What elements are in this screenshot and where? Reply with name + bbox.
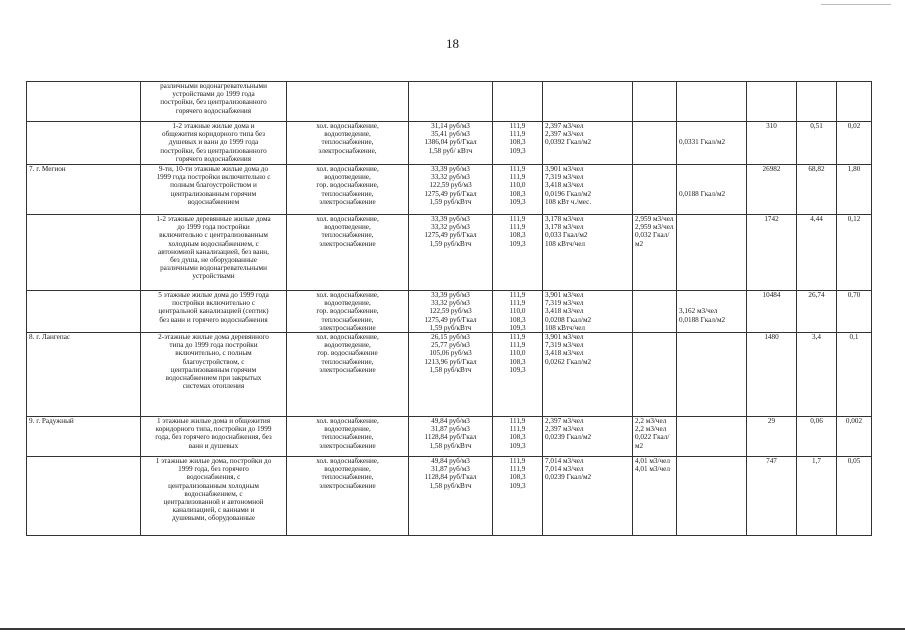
housing-description-cell: 1-2 этажные жилые дома и общежития коридорного типа без душевых и ванн до 1999 года постройки, без централизованного горячего водоснабжения: [141, 122, 287, 165]
tariffs-cell: [409, 82, 493, 122]
services-cell: хол. водоснабжение, водоотведение, теплоснабжение, электроснабжение,: [287, 122, 409, 165]
value-cell: [797, 82, 837, 122]
norms-heat-cell: 3,162 м3/чел 0,0188 Гкал/м2: [677, 291, 747, 333]
indices-cell: [493, 82, 543, 122]
share-cell: 0,1: [837, 333, 872, 417]
indices-cell: 111,9 111,9 108,3 109,3: [493, 215, 543, 291]
table-row: [27, 333, 872, 417]
housing-description-cell: различными водонагревательными устройствами до 1999 года постройки, без централизованного горячего водоснабжения: [141, 82, 287, 122]
norms-cell: 3,178 м3/чел 3,178 м3/чел 0,033 Гкал/м2 108 кВтч/чел: [543, 215, 633, 291]
value-cell: 0,06: [797, 417, 837, 457]
share-cell: 0,02: [837, 122, 872, 165]
indices-cell: 111,9 111,9 108,3 109,3: [493, 417, 543, 457]
services-cell: хол. водоснабжение, водоотведение, теплоснабжение, электроснабжение: [287, 417, 409, 457]
housing-description-cell: 2-этажные жилые дома деревянного типа до 1999 года постройки включительно, с полным благоустройством, с централизованным горячим водоснабжением при закрытых системах отопления: [141, 333, 287, 417]
count-cell: 310: [747, 122, 797, 165]
norms-cell: 3,901 м3/чел 7,319 м3/чел 3,418 м3/чел 0,0262 Гкал/м2: [543, 333, 633, 417]
city-cell: [27, 291, 141, 333]
value-cell: 68,82: [797, 165, 837, 215]
norms-cell: 2,397 м3/чел 2,397 м3/чел 0,0392 Гкал/м2: [543, 122, 633, 165]
table-row: [27, 122, 872, 165]
count-cell: 747: [747, 457, 797, 536]
norms-alt-cell: 4,01 м3/чел 4,01 м3/чел: [633, 457, 677, 536]
tariffs-cell: 33,39 руб/м3 33,32 руб/м3 1275,49 руб/Гкал 1,59 руб/кВтч: [409, 215, 493, 291]
norms-cell: [543, 82, 633, 122]
value-cell: 4,44: [797, 215, 837, 291]
norms-heat-cell: [677, 457, 747, 536]
share-cell: 1,80: [837, 165, 872, 215]
norms-alt-cell: [633, 165, 677, 215]
indices-cell: 111,9 111,9 110,0 108,3 109,3: [493, 165, 543, 215]
norms-alt-cell: [633, 82, 677, 122]
scan-edge-mark: [821, 4, 891, 5]
count-cell: 1742: [747, 215, 797, 291]
city-cell: [27, 457, 141, 536]
tariffs-cell: 33,39 руб/м3 33,32 руб/м3 122,59 руб/м3 1275,49 руб/Гкал 1,59 руб/кВтч: [409, 291, 493, 333]
housing-description-cell: 1 этажные жилые дома, постройки до 1999 года, без горячего водоснабжения, с централизованным холодным водоснабжением, с централизованной и автономной канализацией, с ваннами и душевыми, оборудованные: [141, 457, 287, 536]
city-cell: [27, 215, 141, 291]
table-row: [27, 457, 872, 536]
count-cell: 29: [747, 417, 797, 457]
city-cell: [27, 82, 141, 122]
page-number: 18: [446, 36, 459, 51]
norms-cell: 2,397 м3/чел 2,397 м3/чел 0,0239 Гкал/м2: [543, 417, 633, 457]
tariffs-cell: 49,84 руб/м3 31,87 руб/м3 1128,84 руб/Гкал 1,58 руб/кВтч: [409, 417, 493, 457]
norms-heat-cell: [677, 417, 747, 457]
city-cell: 9. г. Радужный: [27, 417, 141, 457]
tariffs-cell: 49,84 руб/м3 31,87 руб/м3 1128,84 руб/Гкал 1,58 руб/кВтч: [409, 457, 493, 536]
housing-description-cell: 9-ти, 10-ти этажные жилые дома до 1999 года постройки включительно с полным благоустройством и централизованным горячим водоснабжением: [141, 165, 287, 215]
norms-cell: 7,014 м3/чел 7,014 м3/чел 0,0239 Гкал/м2: [543, 457, 633, 536]
city-cell: 7. г. Мегион: [27, 165, 141, 215]
table-row: [27, 291, 872, 333]
value-cell: 0,51: [797, 122, 837, 165]
norms-alt-cell: [633, 333, 677, 417]
value-cell: 26,74: [797, 291, 837, 333]
city-cell: [27, 122, 141, 165]
norms-heat-cell: [677, 215, 747, 291]
services-cell: хол. водоснабжение, водоотведение, гор. водоснабжение, теплоснабжение, электроснабжение: [287, 291, 409, 333]
services-cell: [287, 82, 409, 122]
tariff-table: [26, 81, 872, 536]
norms-heat-cell: 0,0331 Гкал/м2: [677, 122, 747, 165]
norms-heat-cell: [677, 333, 747, 417]
norms-cell: 3,901 м3/чел 7,319 м3/чел 3,418 м3/чел 0,0196 Гкал/м2 108 кВт ч./мес.: [543, 165, 633, 215]
services-cell: хол. водоснабжение, водоотведение, гор. водоснабжение теплоснабжение, электроснабжение: [287, 333, 409, 417]
share-cell: 0,002: [837, 417, 872, 457]
housing-description-cell: 1 этажные жилые дома и общежития коридорного типа, постройки до 1999 года, без горячего водоснабжения, без ванн и душевых: [141, 417, 287, 457]
table-row: [27, 417, 872, 457]
table-row: [27, 165, 872, 215]
count-cell: [747, 82, 797, 122]
housing-description-cell: 5 этажные жилые дома до 1999 года постройки включительно с центральной канализацией (септик) без ванн и горячего водоснабжения: [141, 291, 287, 333]
norms-heat-cell: [677, 82, 747, 122]
scan-bottom-edge: [0, 628, 905, 630]
indices-cell: 111,9 111,9 110,0 108,3 109,3: [493, 291, 543, 333]
share-cell: 0,12: [837, 215, 872, 291]
tariffs-cell: 26,15 руб/м3 25,77 руб/м3 105,06 руб/м3 1213,96 руб/Гкал 1,58 руб/кВтч: [409, 333, 493, 417]
norms-alt-cell: [633, 291, 677, 333]
norms-alt-cell: [633, 122, 677, 165]
table-row: [27, 215, 872, 291]
share-cell: [837, 82, 872, 122]
norms-alt-cell: 2,2 м3/чел 2,2 м3/чел 0,022 Гкал/м2: [633, 417, 677, 457]
tariff-table-body: [27, 82, 872, 536]
value-cell: 1,7: [797, 457, 837, 536]
table-row: [27, 82, 872, 122]
tariffs-cell: 33,39 руб/м3 33,32 руб/м3 122,59 руб/м3 1275,49 руб/Гкал 1,59 руб/кВтч: [409, 165, 493, 215]
indices-cell: 111,9 111,9 108,3 109,3: [493, 122, 543, 165]
tariffs-cell: 31,14 руб/м3 35,41 руб/м3 1386,04 руб/Гкал 1,58 руб/ кВтч: [409, 122, 493, 165]
indices-cell: 111,9 111,9 110,0 108,3 109,3: [493, 333, 543, 417]
housing-description-cell: 1-2 этажные деревянные жилые дома до 1999 года постройки включительно с централизованным холодным водоснабжением, с автономной канализацией, без ванн, без душа, не оборудованные различными водонагревательными устройствами: [141, 215, 287, 291]
norms-heat-cell: 0,0188 Гкал/м2: [677, 165, 747, 215]
norms-cell: 3,901 м3/чел 7,319 м3/чел 3,418 м3/чел 0,0208 Гкал/м2 108 кВтч/чел: [543, 291, 633, 333]
city-cell: 8. г. Лангепас: [27, 333, 141, 417]
count-cell: 10484: [747, 291, 797, 333]
count-cell: 1480: [747, 333, 797, 417]
services-cell: хол. водоснабжение, водоотведение, гор. водоснабжение, теплоснабжение, электроснабжение: [287, 165, 409, 215]
share-cell: 0,05: [837, 457, 872, 536]
norms-alt-cell: 2,959 м3/чел 2,959 м3/чел 0,032 Гкал/м2: [633, 215, 677, 291]
count-cell: 26982: [747, 165, 797, 215]
indices-cell: 111,9 111,9 108,3 109,3: [493, 457, 543, 536]
services-cell: хол. водоснабжение, водоотведение, теплоснабжение, электроснабжение: [287, 457, 409, 536]
value-cell: 3,4: [797, 333, 837, 417]
share-cell: 0,70: [837, 291, 872, 333]
services-cell: хол. водоснабжение, водоотведение, теплоснабжение, электроснабжение: [287, 215, 409, 291]
